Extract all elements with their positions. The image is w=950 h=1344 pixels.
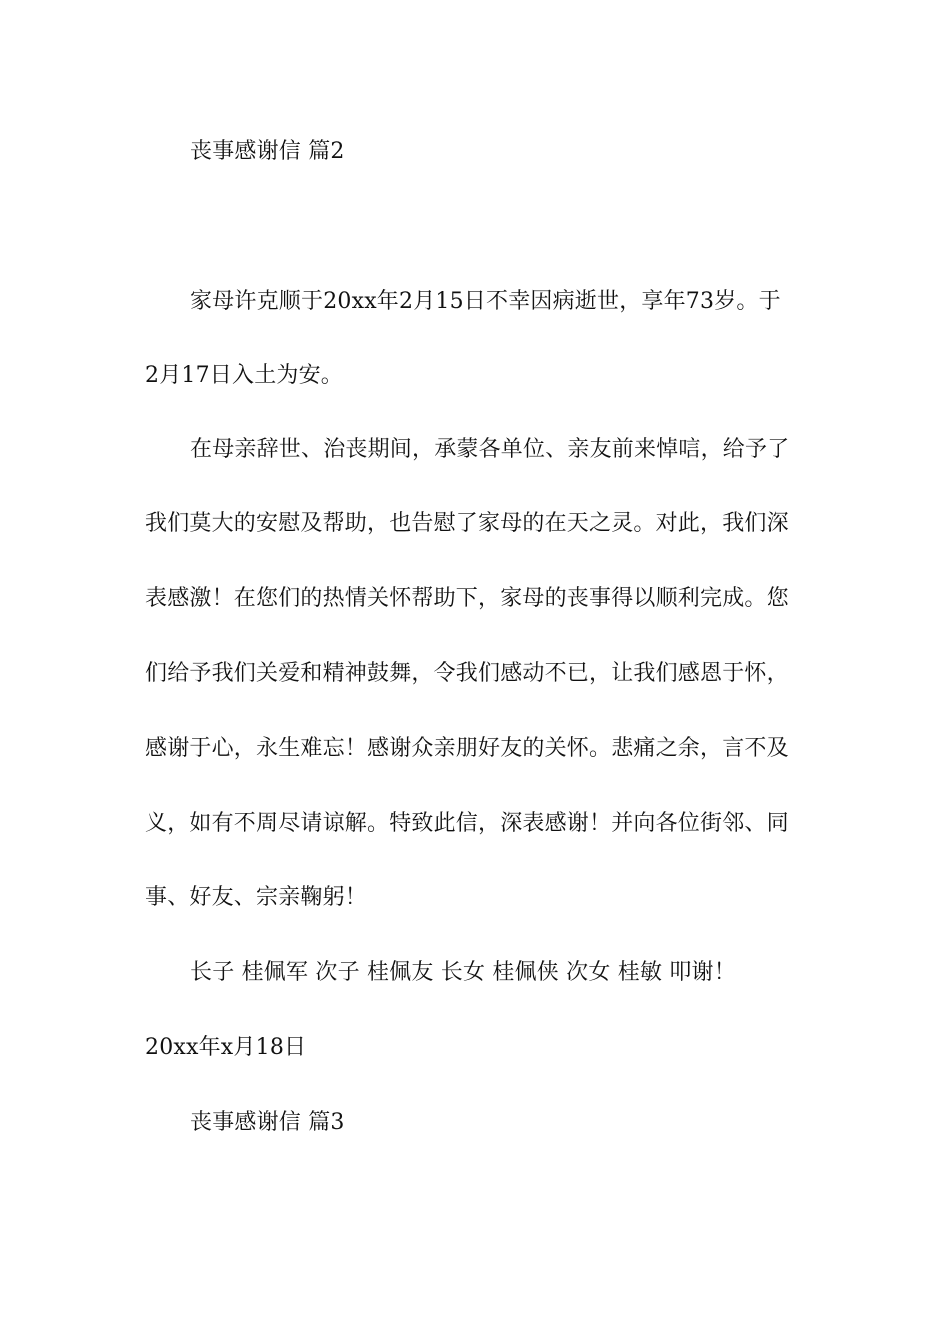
paragraph-line: 们给予我们关爱和精神鼓舞，令我们感动不已，让我们感恩于怀， bbox=[145, 661, 789, 686]
section-heading: 丧事感谢信 篇2 bbox=[190, 139, 345, 164]
paragraph-line: 表感激！在您们的热情关怀帮助下，家母的丧事得以顺利完成。您 bbox=[145, 586, 789, 611]
paragraph-line: 义，如有不周尽请谅解。特致此信，深表感谢！并向各位街邻、同 bbox=[145, 811, 789, 836]
paragraph-line: 家母许克顺于20xx年2月15日不幸因病逝世，享年73岁。于 bbox=[190, 289, 781, 314]
signature-line: 长子 桂佩军 次子 桂佩友 长女 桂佩侠 次女 桂敏 叩谢！ bbox=[190, 960, 736, 985]
date-line: 20xx年x月18日 bbox=[145, 1035, 307, 1060]
paragraph-line: 感谢于心，永生难忘！感谢众亲朋好友的关怀。悲痛之余，言不及 bbox=[145, 736, 789, 761]
paragraph-line: 2月17日入土为安。 bbox=[145, 363, 343, 388]
paragraph-line: 事、好友、宗亲鞠躬！ bbox=[145, 885, 368, 910]
paragraph-line: 我们莫大的安慰及帮助，也告慰了家母的在天之灵。对此，我们深 bbox=[145, 511, 789, 536]
section-heading: 丧事感谢信 篇3 bbox=[190, 1110, 345, 1135]
paragraph-line: 在母亲辞世、治丧期间，承蒙各单位、亲友前来悼唁，给予了 bbox=[190, 437, 790, 462]
